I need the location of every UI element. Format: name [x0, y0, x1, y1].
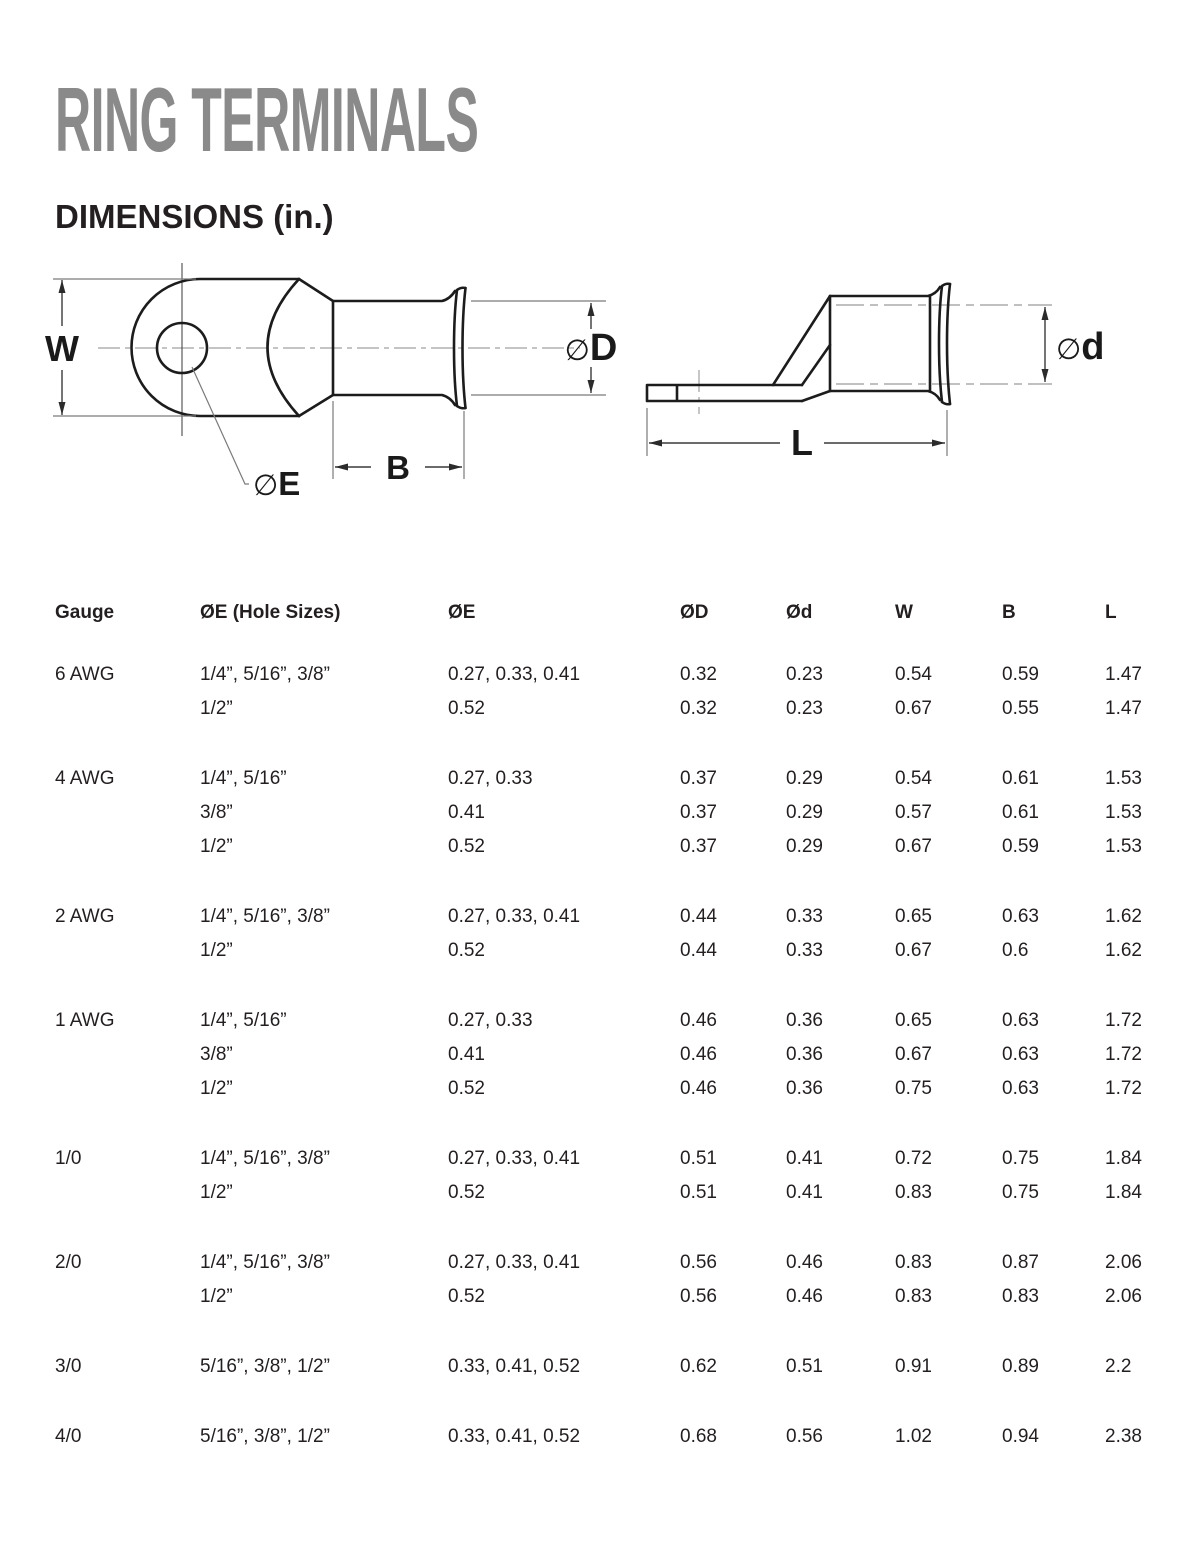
table-row	[55, 1246, 1165, 1280]
b-cell: 0.75	[1002, 1148, 1039, 1169]
oe-cell: 0.41	[448, 1044, 485, 1065]
od-small-cell: 0.51	[786, 1356, 823, 1377]
table-row	[55, 1038, 1165, 1072]
b-cell: 0.55	[1002, 698, 1039, 719]
gauge-cell: 2 AWG	[55, 906, 115, 927]
od-small-cell: 0.23	[786, 664, 823, 685]
page-title: RING TERMINALS	[55, 70, 479, 171]
od-cell: 0.51	[680, 1182, 717, 1203]
l-cell: 1.84	[1105, 1148, 1142, 1169]
b-cell: 0.63	[1002, 1078, 1039, 1099]
w-cell: 0.67	[895, 940, 932, 961]
dimensions-table	[55, 596, 1165, 1490]
dimension-l	[647, 408, 947, 463]
col-header-gauge: Gauge	[55, 602, 115, 623]
table-row	[55, 658, 1165, 692]
w-cell: 1.02	[895, 1426, 932, 1447]
col-header-od: ØD	[680, 602, 709, 623]
od-small-cell: 0.46	[786, 1286, 823, 1307]
table-row	[55, 934, 1165, 968]
dimension-b	[333, 401, 464, 486]
b-cell: 0.61	[1002, 802, 1039, 823]
gauge-cell: 4/0	[55, 1426, 82, 1447]
l-cell: 1.47	[1105, 664, 1142, 685]
hole-sizes-cell: 1/4”, 5/16”, 3/8”	[200, 1148, 330, 1169]
gauge-group	[55, 1004, 1165, 1106]
table-row	[55, 1072, 1165, 1106]
dim-label-l: L	[791, 422, 813, 463]
l-cell: 2.38	[1105, 1426, 1142, 1447]
l-cell: 1.53	[1105, 768, 1142, 789]
table-row	[55, 1176, 1165, 1210]
l-cell: 1.62	[1105, 906, 1142, 927]
od-cell: 0.32	[680, 698, 717, 719]
l-cell: 1.72	[1105, 1078, 1142, 1099]
col-header-b: B	[1002, 602, 1016, 623]
od-small-cell: 0.36	[786, 1044, 823, 1065]
table-row	[55, 1420, 1165, 1454]
w-cell: 0.54	[895, 664, 932, 685]
gauge-group	[55, 1246, 1165, 1314]
gauge-group	[55, 762, 1165, 864]
table-row	[55, 900, 1165, 934]
b-cell: 0.63	[1002, 1044, 1039, 1065]
w-cell: 0.57	[895, 802, 932, 823]
od-small-cell: 0.36	[786, 1010, 823, 1031]
gauge-group	[55, 1420, 1165, 1454]
l-cell: 2.2	[1105, 1356, 1132, 1377]
col-header-l: L	[1105, 602, 1117, 623]
b-cell: 0.94	[1002, 1426, 1039, 1447]
l-cell: 1.72	[1105, 1010, 1142, 1031]
w-cell: 0.75	[895, 1078, 932, 1099]
w-cell: 0.54	[895, 768, 932, 789]
oe-cell: 0.52	[448, 698, 485, 719]
table-row	[55, 796, 1165, 830]
col-header-oe: ØE	[448, 602, 476, 623]
od-small-cell: 0.41	[786, 1182, 823, 1203]
od-cell: 0.46	[680, 1044, 717, 1065]
od-small-cell: 0.23	[786, 698, 823, 719]
gauge-group	[55, 1350, 1165, 1384]
hole-sizes-cell: 1/2”	[200, 1182, 233, 1203]
oe-cell: 0.27, 0.33, 0.41	[448, 906, 581, 927]
hole-sizes-cell: 1/4”, 5/16”, 3/8”	[200, 906, 330, 927]
oe-cell: 0.27, 0.33, 0.41	[448, 664, 581, 685]
od-cell: 0.37	[680, 768, 717, 789]
od-cell: 0.51	[680, 1148, 717, 1169]
od-small-cell: 0.29	[786, 802, 823, 823]
od-small-cell: 0.41	[786, 1148, 823, 1169]
gauge-group	[55, 658, 1165, 726]
table-row	[55, 1280, 1165, 1314]
od-cell: 0.46	[680, 1078, 717, 1099]
oe-cell: 0.27, 0.33, 0.41	[448, 1148, 581, 1169]
w-cell: 0.65	[895, 1010, 932, 1031]
table-row	[55, 830, 1165, 864]
b-cell: 0.63	[1002, 906, 1039, 927]
page-title-wrap	[55, 70, 825, 171]
w-cell: 0.72	[895, 1148, 932, 1169]
od-small-cell: 0.36	[786, 1078, 823, 1099]
od-cell: 0.32	[680, 664, 717, 685]
gauge-group	[55, 1142, 1165, 1210]
od-cell: 0.37	[680, 802, 717, 823]
oe-cell: 0.52	[448, 940, 485, 961]
l-cell: 2.06	[1105, 1286, 1142, 1307]
oe-cell: 0.52	[448, 1286, 485, 1307]
hole-sizes-cell: 1/2”	[200, 698, 233, 719]
w-cell: 0.91	[895, 1356, 932, 1377]
table-body	[55, 658, 1165, 1454]
od-cell: 0.56	[680, 1286, 717, 1307]
w-cell: 0.67	[895, 1044, 932, 1065]
od-small-cell: 0.33	[786, 906, 823, 927]
l-cell: 1.53	[1105, 836, 1142, 857]
hole-sizes-cell: 1/2”	[200, 940, 233, 961]
hole-sizes-cell: 1/4”, 5/16”	[200, 768, 287, 789]
oe-cell: 0.27, 0.33, 0.41	[448, 1252, 581, 1273]
b-cell: 0.6	[1002, 940, 1029, 961]
dim-label-od-small: ∅d	[1056, 326, 1105, 368]
table-row	[55, 1004, 1165, 1038]
hole-sizes-cell: 1/4”, 5/16”, 3/8”	[200, 1252, 330, 1273]
l-cell: 1.47	[1105, 698, 1142, 719]
l-cell: 1.84	[1105, 1182, 1142, 1203]
gauge-cell: 3/0	[55, 1356, 82, 1377]
oe-cell: 0.27, 0.33	[448, 1010, 533, 1031]
b-cell: 0.87	[1002, 1252, 1039, 1273]
od-small-cell: 0.46	[786, 1252, 823, 1273]
ring-terminal-top-view-drawing	[40, 253, 620, 513]
hole-sizes-cell: 1/2”	[200, 1078, 233, 1099]
dimension-od-small	[1045, 307, 1104, 382]
oe-cell: 0.33, 0.41, 0.52	[448, 1426, 581, 1447]
w-cell: 0.83	[895, 1182, 932, 1203]
od-cell: 0.62	[680, 1356, 717, 1377]
dim-label-w: W	[45, 328, 79, 369]
od-cell: 0.56	[680, 1252, 717, 1273]
gauge-cell: 2/0	[55, 1252, 82, 1273]
dim-label-od: ∅D	[564, 327, 618, 369]
od-small-cell: 0.56	[786, 1426, 823, 1447]
dim-label-b: B	[386, 449, 410, 486]
technical-drawings	[40, 253, 1200, 518]
hole-sizes-cell: 1/2”	[200, 1286, 233, 1307]
gauge-group	[55, 900, 1165, 968]
hole-sizes-cell: 3/8”	[200, 1044, 233, 1065]
table-row	[55, 762, 1165, 796]
b-cell: 0.89	[1002, 1356, 1039, 1377]
w-cell: 0.83	[895, 1252, 932, 1273]
l-cell: 2.06	[1105, 1252, 1142, 1273]
hole-sizes-cell: 1/4”, 5/16”, 3/8”	[200, 664, 330, 685]
ring-terminal-side-outline	[647, 284, 950, 405]
ring-terminal-side-view-drawing	[640, 260, 1185, 472]
b-cell: 0.61	[1002, 768, 1039, 789]
table-header-row	[55, 596, 1165, 630]
oe-cell: 0.52	[448, 1182, 485, 1203]
hole-sizes-cell: 5/16”, 3/8”, 1/2”	[200, 1426, 330, 1447]
col-header-w: W	[895, 602, 913, 623]
oe-cell: 0.41	[448, 802, 485, 823]
l-cell: 1.72	[1105, 1044, 1142, 1065]
hole-sizes-cell: 3/8”	[200, 802, 233, 823]
w-cell: 0.67	[895, 698, 932, 719]
oe-cell: 0.33, 0.41, 0.52	[448, 1356, 581, 1377]
l-cell: 1.62	[1105, 940, 1142, 961]
col-header-hole-sizes: ØE (Hole Sizes)	[200, 602, 341, 623]
w-cell: 0.67	[895, 836, 932, 857]
oe-cell: 0.27, 0.33	[448, 768, 533, 789]
col-header-od-small: Ød	[786, 602, 813, 623]
gauge-cell: 4 AWG	[55, 768, 115, 789]
od-small-cell: 0.29	[786, 768, 823, 789]
w-cell: 0.83	[895, 1286, 932, 1307]
gauge-cell: 6 AWG	[55, 664, 115, 685]
od-cell: 0.37	[680, 836, 717, 857]
od-cell: 0.68	[680, 1426, 717, 1447]
hole-sizes-cell: 5/16”, 3/8”, 1/2”	[200, 1356, 330, 1377]
od-cell: 0.44	[680, 940, 717, 961]
od-small-cell: 0.33	[786, 940, 823, 961]
b-cell: 0.83	[1002, 1286, 1039, 1307]
hole-sizes-cell: 1/4”, 5/16”	[200, 1010, 287, 1031]
dim-label-oe: ∅E	[253, 465, 301, 502]
table-row	[55, 692, 1165, 726]
gauge-cell: 1 AWG	[55, 1010, 115, 1031]
dimensions-heading: DIMENSIONS (in.)	[55, 198, 334, 235]
b-cell: 0.59	[1002, 664, 1039, 685]
table-row	[55, 1142, 1165, 1176]
od-cell: 0.44	[680, 906, 717, 927]
b-cell: 0.75	[1002, 1182, 1039, 1203]
table-row	[55, 1350, 1165, 1384]
od-small-cell: 0.29	[786, 836, 823, 857]
oe-cell: 0.52	[448, 1078, 485, 1099]
b-cell: 0.59	[1002, 836, 1039, 857]
l-cell: 1.53	[1105, 802, 1142, 823]
dimension-oe	[192, 367, 300, 502]
oe-cell: 0.52	[448, 836, 485, 857]
hole-sizes-cell: 1/2”	[200, 836, 233, 857]
od-cell: 0.46	[680, 1010, 717, 1031]
b-cell: 0.63	[1002, 1010, 1039, 1031]
gauge-cell: 1/0	[55, 1148, 82, 1169]
w-cell: 0.65	[895, 906, 932, 927]
